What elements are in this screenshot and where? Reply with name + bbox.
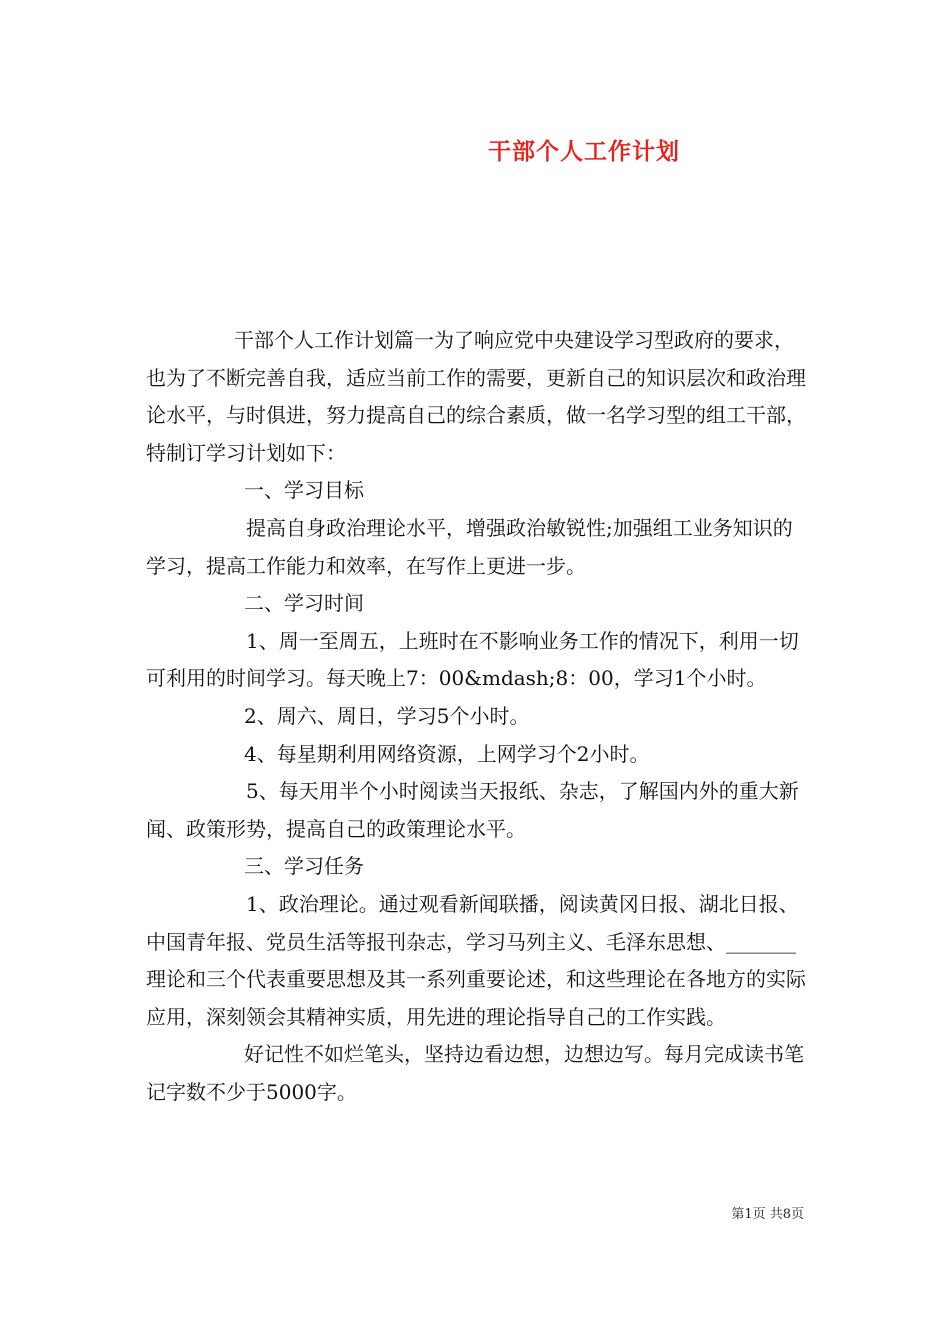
page-number: 第1页 共8页 xyxy=(731,1207,804,1222)
time-item-4: 4、每星期利用网络资源，上网学习个2小时。 xyxy=(244,741,650,766)
time-item-1: 1、周一至周五，上班时在不影响业务工作的情况下，利用一切可利用的时间学习。每天晚上7：00&mdash;8：00，学习1个小时。 xyxy=(146,628,799,691)
document-body xyxy=(146,322,806,1111)
section-heading-tasks: 三、学习任务 xyxy=(244,854,364,879)
goals-paragraph: 提高自身政治理论水平，增强政治敏锐性;加强组工业务知识的学习，提高工作能力和效率，在写作上更进一步。 xyxy=(146,515,793,578)
notes-paragraph: 好记性不如烂笔头，坚持边看边想，边想边写。每月完成读书笔记字数不少于5000字。 xyxy=(146,1042,804,1104)
task-item-1: 1、政治理论。通过观看新闻联播，阅读黄冈日报、湖北日报、中国青年报、党员生活等报刊杂志，学习马列主义、毛泽东思想、_______理论和三个代表重要思想及其一系列重要论述，和这些理论在各地方的实际应用，深刻领会其精神实质，用先进的理论指导自己的工作实践。 xyxy=(146,891,806,1029)
time-item-2: 2、周六、周日，学习5个小时。 xyxy=(244,703,530,728)
intro-paragraph: 干部个人工作计划篇一为了响应党中央建设学习型政府的要求，也为了不断完善自我，适应当前工作的需要，更新自己的知识层次和政治理论水平，与时俱进，努力提高自己的综合素质，做一名学习型的组工干部，特制订学习计划如下： xyxy=(146,328,806,465)
section-heading-goals: 一、学习目标 xyxy=(244,478,364,503)
document-title: 干部个人工作计划 xyxy=(488,138,680,165)
time-item-5: 5、每天用半个小时阅读当天报纸、杂志，了解国内外的重大新闻、政策形势，提高自己的政策理论水平。 xyxy=(146,779,799,841)
section-heading-time: 二、学习时间 xyxy=(244,591,364,616)
